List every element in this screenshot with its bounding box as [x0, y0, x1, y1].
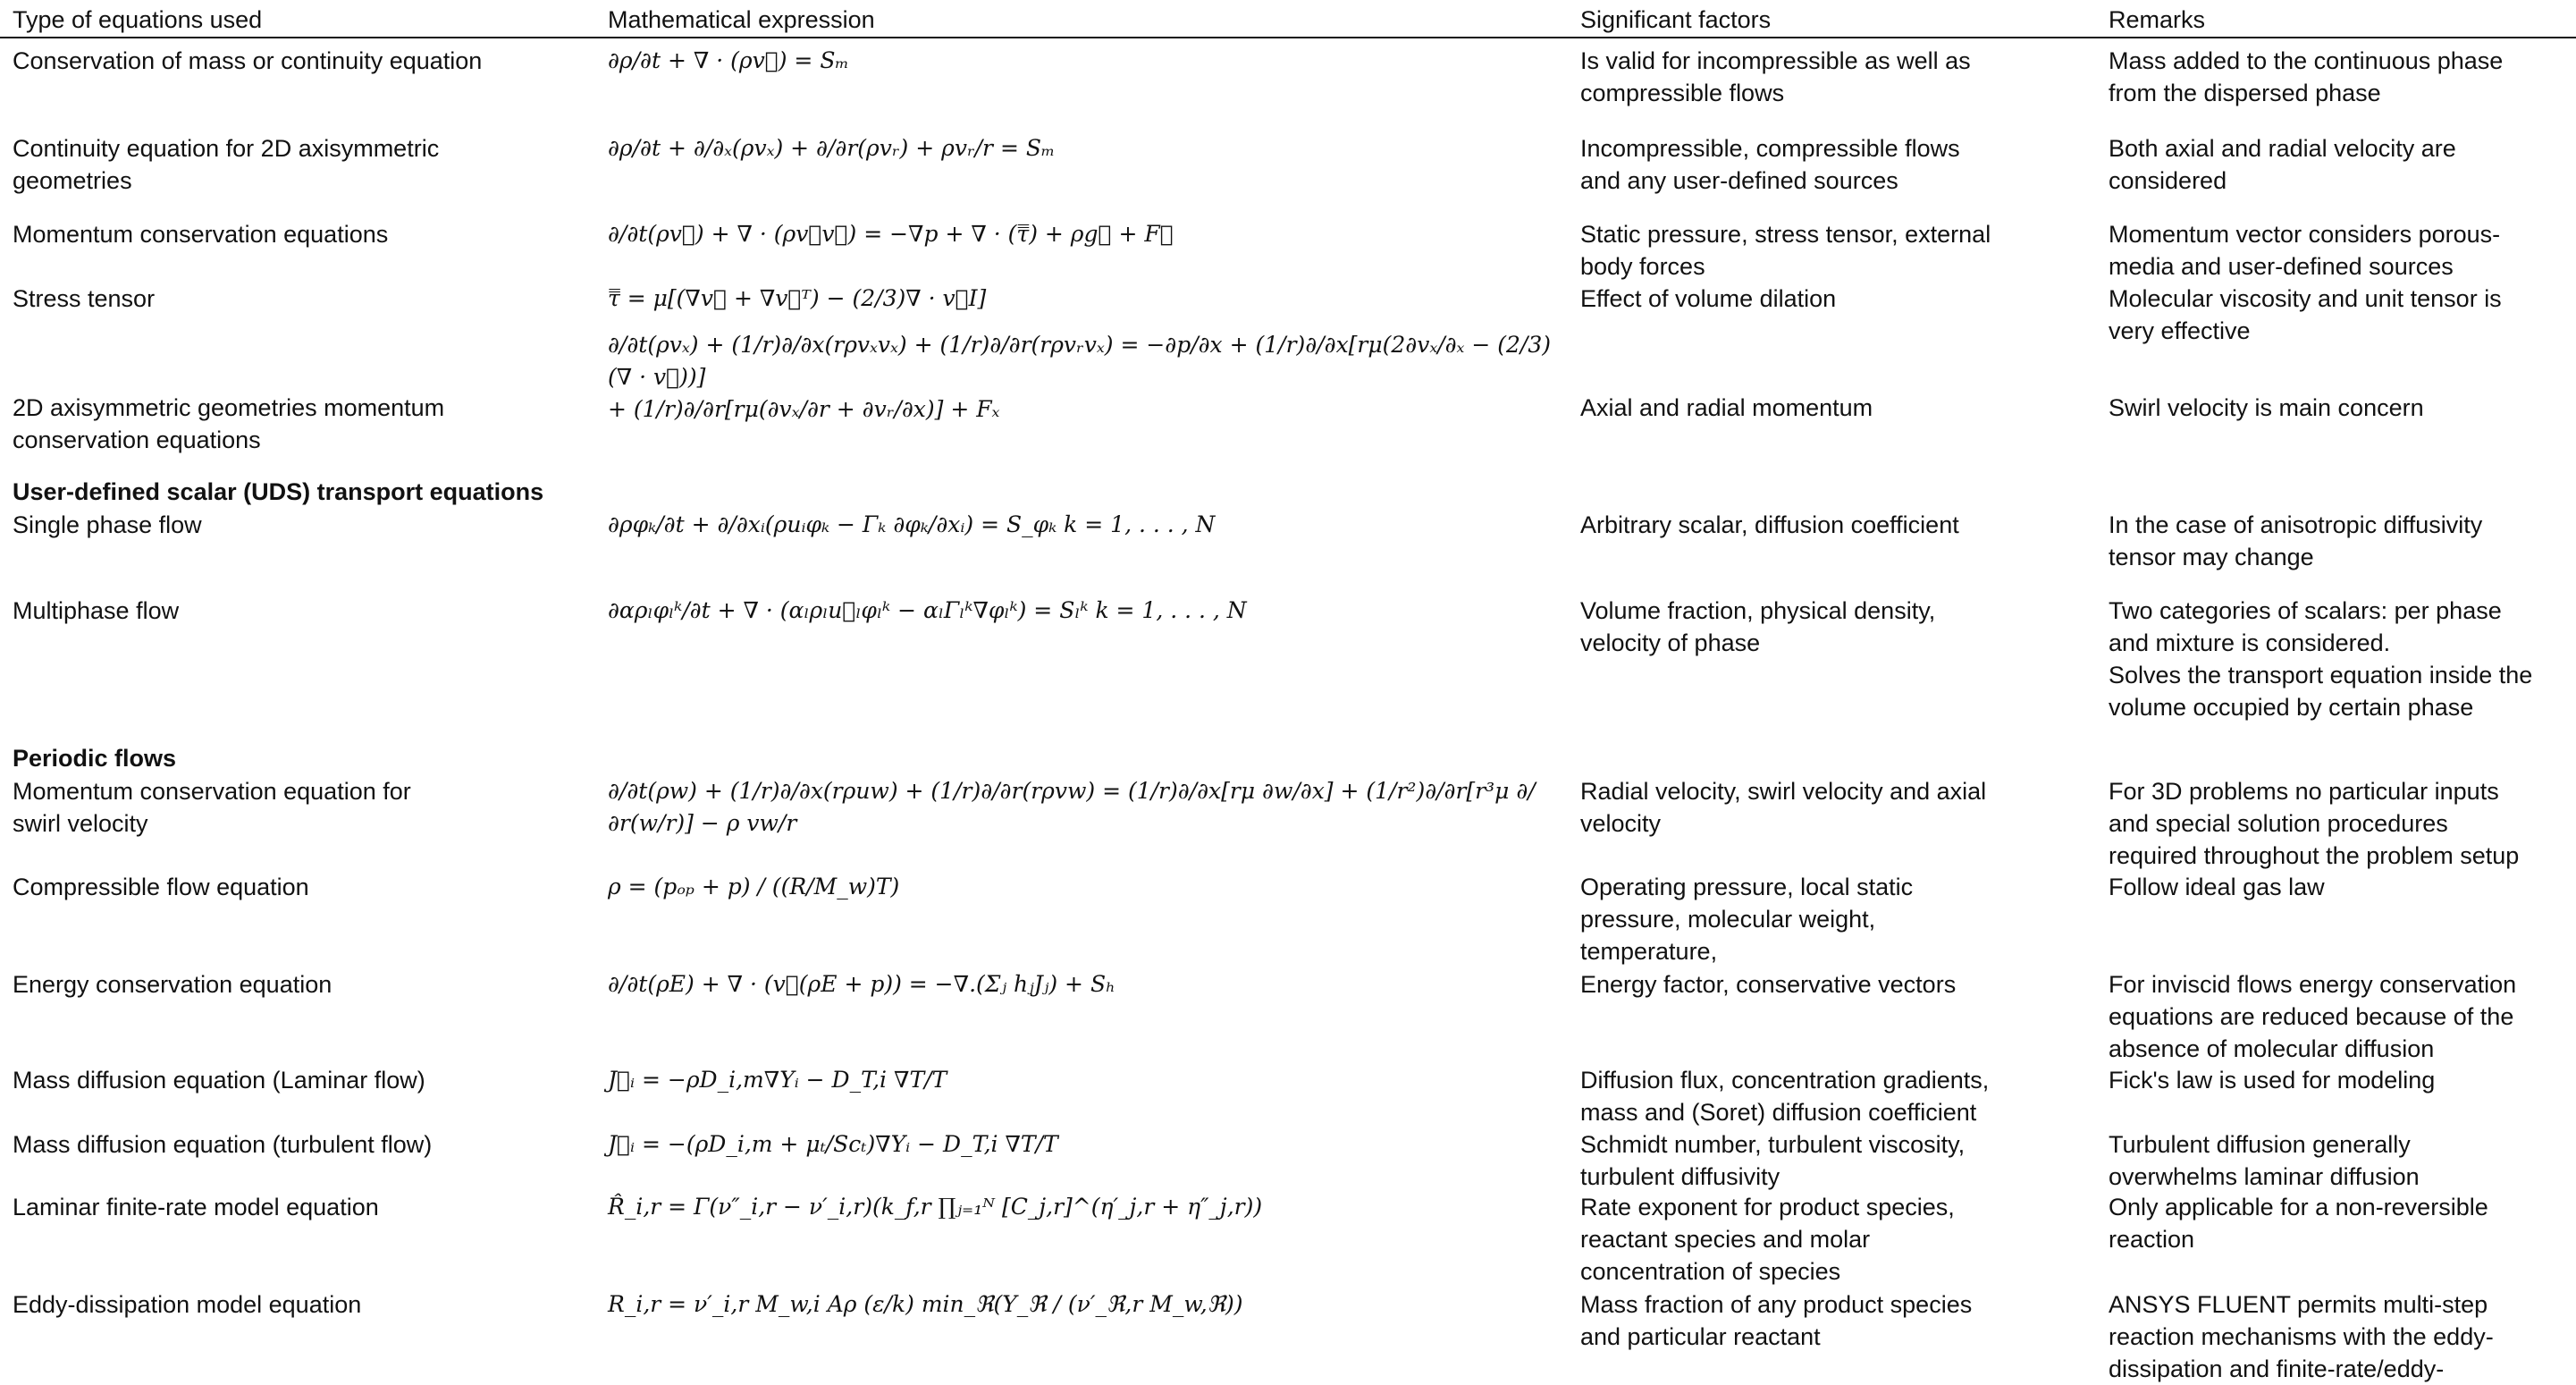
- remarks: For inviscid flows energy conservation equations are reduced because of the absence of molecular diffusion: [2109, 971, 2517, 1062]
- significant-factors: Rate exponent for product species, reactant species and molar concentration of species: [1580, 1194, 1955, 1285]
- math-expression: R̂_i,r = Γ(ν″_i,r − ν′_i,r)(k_f,r ∏ⱼ₌₁ᴺ [C_j,r]^(η′_j,r + η″_j,r)): [608, 1194, 1263, 1220]
- equation-type: 2D axisymmetric geometries momentum conservation equations: [13, 394, 445, 453]
- math-expression: τ̿ = μ[(∇v⃗ + ∇v⃗ᵀ) − (2/3)∇ · v⃗I]: [608, 285, 987, 311]
- remarks: Two categories of scalars: per phase and mixture is considered. Solves the transport equation inside the volume occupied by certain phase: [2109, 597, 2533, 721]
- significant-factors: Mass fraction of any product species and particular reactant: [1580, 1291, 1973, 1350]
- math-expression: ∂/∂t(ρE) + ∇ · (v⃗(ρE + p)) = −∇.(Σⱼ hⱼJⱼ) + Sₕ: [608, 971, 1115, 997]
- remarks: Molecular viscosity and unit tensor is very effective: [2109, 285, 2502, 344]
- header-expression: Mathematical expression: [608, 6, 875, 33]
- math-expression: ∂ρ/∂t + ∂/∂ₓ(ρvₓ) + ∂/∂r(ρvᵣ) + ρvᵣ/r = Sₘ: [608, 135, 1056, 161]
- remarks: Swirl velocity is main concern: [2109, 394, 2424, 421]
- section-periodic: Periodic flows: [13, 745, 177, 772]
- math-expression: J⃗ᵢ = −(ρD_i,m + μₜ/Scₜ)∇Yᵢ − D_T,i ∇T/T: [608, 1131, 1058, 1157]
- remarks: Mass added to the continuous phase from the dispersed phase: [2109, 47, 2504, 106]
- header-rule: [0, 37, 2576, 38]
- math-expression: R_i,r = ν′_i,r M_w,i Aρ (ε/k) min_ℜ(Y_ℜ / (ν′_ℜ,r M_w,ℜ)): [608, 1291, 1243, 1317]
- significant-factors: Is valid for incompressible as well as compressible flows: [1580, 47, 1971, 106]
- significant-factors: Energy factor, conservative vectors: [1580, 971, 1957, 998]
- section-uds: User-defined scalar (UDS) transport equations: [13, 478, 544, 505]
- header-factors: Significant factors: [1580, 6, 1772, 33]
- math-expression: ∂/∂t(ρv⃗) + ∇ · (ρv⃗v⃗) = −∇p + ∇ · (τ̿) + ρg⃗ + F⃗: [608, 221, 1174, 247]
- header-type: Type of equations used: [13, 6, 263, 33]
- remarks: Fick's law is used for modeling: [2109, 1067, 2436, 1094]
- equation-type: Multiphase flow: [13, 597, 180, 624]
- math-expression: ρ = (pₒₚ + p) / ((R/M_w)T): [608, 874, 900, 899]
- math-expression: ∂/∂t(ρw) + (1/r)∂/∂x(rρuw) + (1/r)∂/∂r(rρvw) = (1/r)∂/∂x[rμ ∂w/∂x] + (1/r²)∂/∂r[r³μ ∂/∂r(w/r)] − ρ vw/r: [608, 778, 1536, 836]
- equation-type: Compressible flow equation: [13, 874, 309, 900]
- header-remarks: Remarks: [2109, 6, 2206, 33]
- remarks: Turbulent diffusion generally overwhelms laminar diffusion: [2109, 1131, 2420, 1190]
- remarks: In the case of anisotropic diffusivity tensor may change: [2109, 511, 2483, 570]
- equation-type: Continuity equation for 2D axisymmetric geometries: [13, 135, 440, 194]
- remarks: Follow ideal gas law: [2109, 874, 2325, 900]
- math-expression: J⃗ᵢ = −ρD_i,m∇Yᵢ − D_T,i ∇T/T: [608, 1067, 947, 1093]
- significant-factors: Incompressible, compressible flows and any user-defined sources: [1580, 135, 1960, 194]
- math-expression: ∂ρφₖ/∂t + ∂/∂xᵢ(ρuᵢφₖ − Γₖ ∂φₖ/∂xᵢ) = S_φₖ k = 1, . . . , N: [608, 511, 1216, 537]
- remarks: Both axial and radial velocity are considered: [2109, 135, 2456, 194]
- significant-factors: Arbitrary scalar, diffusion coefficient: [1580, 511, 1959, 538]
- significant-factors: Volume fraction, physical density, velocity of phase: [1580, 597, 1936, 656]
- equation-type: Laminar finite-rate model equation: [13, 1194, 379, 1220]
- remarks: ANSYS FLUENT permits multi-step reaction mechanisms with the eddy- dissipation and finite-rate/eddy-: [2109, 1291, 2494, 1382]
- math-expression: ∂ρ/∂t + ∇ · (ρv⃗) = Sₘ: [608, 47, 849, 73]
- equation-type: Energy conservation equation: [13, 971, 333, 998]
- remarks: Only applicable for a non-reversible reaction: [2109, 1194, 2488, 1253]
- equation-type: Conservation of mass or continuity equation: [13, 47, 483, 74]
- significant-factors: Operating pressure, local static pressure, molecular weight, temperature,: [1580, 874, 1914, 965]
- significant-factors: Effect of volume dilation: [1580, 285, 1837, 312]
- significant-factors: Schmidt number, turbulent viscosity, turbulent diffusivity: [1580, 1131, 1966, 1190]
- math-expression: ∂/∂t(ρvₓ) + (1/r)∂/∂x(rρvₓvₓ) + (1/r)∂/∂r(rρvᵣvₓ) = −∂p/∂x + (1/r)∂/∂x[rμ(2∂vₓ/∂ₓ − (2/3)(∇ · v⃗))] + (1/r)∂/∂r[rμ(∂vₓ/∂r + ∂vᵣ/∂x)] + Fₓ: [608, 332, 1552, 422]
- equation-type: Stress tensor: [13, 285, 156, 312]
- significant-factors: Static pressure, stress tensor, external body forces: [1580, 221, 1991, 280]
- equation-type: Momentum conservation equations: [13, 221, 389, 248]
- significant-factors: Radial velocity, swirl velocity and axial velocity: [1580, 778, 1987, 837]
- equation-type: Single phase flow: [13, 511, 202, 538]
- remarks: Momentum vector considers porous- media and user-defined sources: [2109, 221, 2501, 280]
- significant-factors: Axial and radial momentum: [1580, 394, 1873, 421]
- math-expression: ∂αρₗφₗᵏ/∂t + ∇ · (αₗρₗu⃗ₗφₗᵏ − αₗΓₗᵏ∇φₗᵏ) = Sₗᵏ k = 1, . . . , N: [608, 597, 1247, 623]
- equation-type: Mass diffusion equation (Laminar flow): [13, 1067, 425, 1094]
- equation-type: Eddy-dissipation model equation: [13, 1291, 362, 1318]
- significant-factors: Diffusion flux, concentration gradients, mass and (Soret) diffusion coefficient: [1580, 1067, 1990, 1126]
- equation-type: Momentum conservation equation for swirl velocity: [13, 778, 411, 837]
- remarks: For 3D problems no particular inputs and special solution procedures required throughout the problem setup: [2109, 778, 2520, 869]
- equation-type: Mass diffusion equation (turbulent flow): [13, 1131, 433, 1158]
